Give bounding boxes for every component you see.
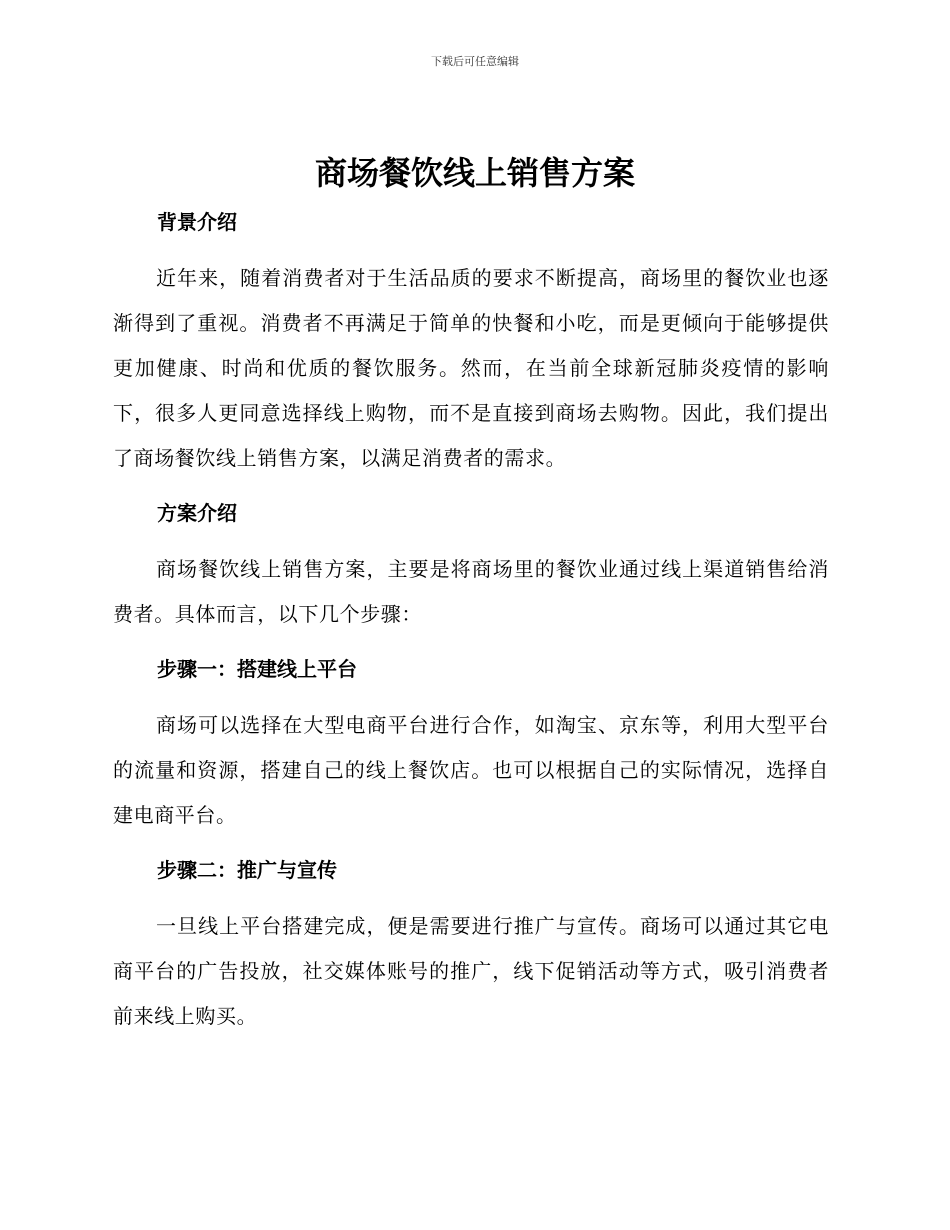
section-paragraph-plan: 商场餐饮线上销售方案，主要是将商场里的餐饮业通过线上渠道销售给消费者。具体而言，以下几个步骤： xyxy=(113,557,829,626)
section-heading-step-two: 步骤二：推广与宣传 xyxy=(157,858,337,882)
section-heading-step-one: 步骤一：搭建线上平台 xyxy=(157,657,357,681)
section-heading-background: 背景介绍 xyxy=(157,210,237,234)
section-paragraph-step-two: 一旦线上平台搭建完成，便是需要进行推广与宣传。商场可以通过其它电商平台的广告投放，社交媒体账号的推广，线下促销活动等方式，吸引消费者前来线上购买。 xyxy=(113,914,829,1028)
document-title: 商场餐饮线上销售方案 xyxy=(314,154,635,192)
section-heading-plan: 方案介绍 xyxy=(157,501,237,525)
section-paragraph-step-one: 商场可以选择在大型电商平台进行合作，如淘宝、京东等，利用大型平台的流量和资源，搭建自己的线上餐饮店。也可以根据自己的实际情况，选择自建电商平台。 xyxy=(113,713,829,827)
page-header-note: 下载后可任意编辑 xyxy=(431,55,519,68)
document-body xyxy=(113,200,829,1039)
section-paragraph-background: 近年来，随着消费者对于生活品质的要求不断提高，商场里的餐饮业也逐渐得到了重视。消费者不再满足于简单的快餐和小吃，而是更倾向于能够提供更加健康、时尚和优质的餐饮服务。然而，在当前全球新冠肺炎疫情的影响下，很多人更同意选择线上购物，而不是直接到商场去购物。因此，我们提出了商场餐饮线上销售方案，以满足消费者的需求。 xyxy=(113,266,829,470)
